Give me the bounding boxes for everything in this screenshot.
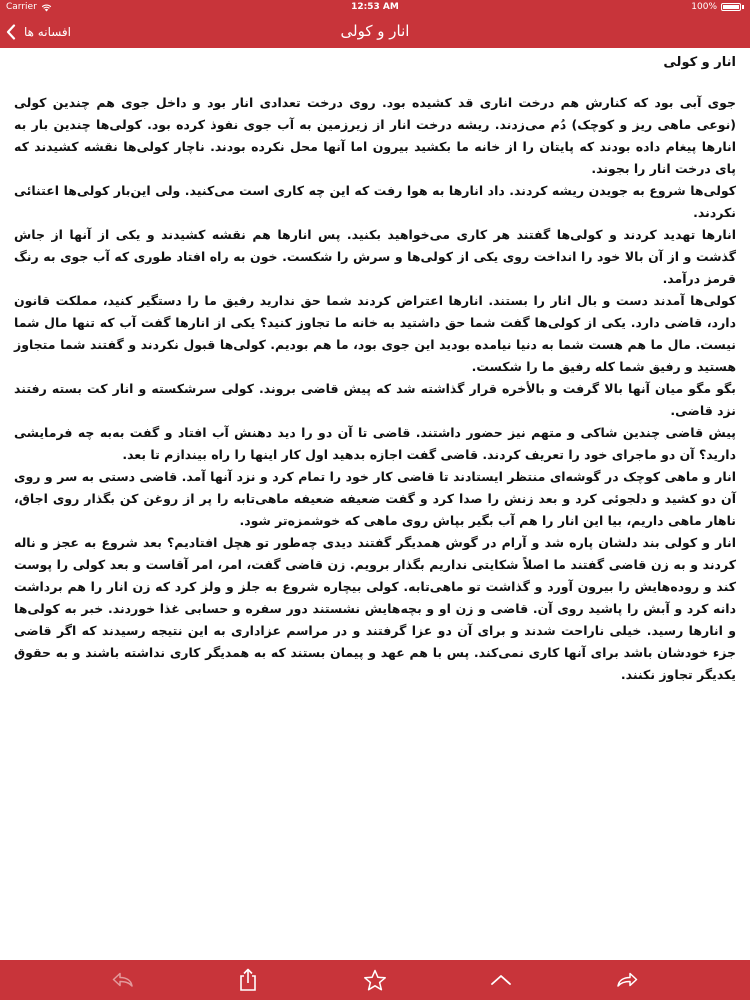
- forward-arrow-icon[interactable]: [614, 968, 640, 992]
- battery-percent: 100%: [691, 2, 717, 12]
- story-paragraph: انارها تهدید کردند و کولی‌ها گفتند هر کاری می‌خواهید بکنید. پس انارها هم نقشه کشیدند و یکی از آنها از جاش گذشت و از آن بالا خود را انداخت روی یکی از کولی‌ها و سرش را شکست. خون به راه افتاد طوری که آب جوی به رنگ قرمز درآمد.: [14, 227, 736, 286]
- status-bar: [0, 0, 750, 16]
- bottom-toolbar: [0, 960, 750, 1000]
- back-button-label: افسانه ها: [24, 25, 72, 39]
- story-paragraph: پیش قاضی چندین شاکی و متهم نیز حضور داشتند. قاضی تا آن دو را دید دهنش آب افتاد و گفت به‌به چه فرمایشی دارید؟ آن دو ماجرای خود را تعریف کردند. قاضی گفت اجازه بدهید اول کار اینها را راه بیندازم تا بعد.: [14, 425, 736, 462]
- story-paragraph: جوی آبی بود که کنارش هم درخت اناری قد کشیده بود. روی درخت تعدادی انار بود و داخل جوی هم چندین کولی (نوعی ماهی ریز و کوچک) دُم می‌زدند. ریشه درخت انار از زیرزمین به آب جوی نفوذ کرده بود. کولی‌ها چندین بار به انارها پیغام داده بودند که پایتان را از خانه ما بکشید بیرون اما آنها محل نکرده بودند. ناچار کولی‌ها نقشه کشیدند که پای درخت انار را بجوند.: [14, 95, 736, 176]
- story-paragraph: انار و ماهی کوچک در گوشه‌ای منتظر ایستادند تا قاضی کار خود را تمام کرد و نزد آنها آمد. قاضی دستی به سر و روی آن دو کشید و دلجوئی کرد و بعد زنش را صدا کرد و گفت ضعیفه ضعیفه ماهی‌تابه را پر از روغن کن بگذار روی اجاق، ناهار ماهی داریم، بیا این انار را هم آب بگیر بپاش روی ماهی که خوشمزه‌تر شود.: [14, 469, 736, 528]
- story-title: انار و کولی: [663, 55, 736, 70]
- story-content: [14, 54, 736, 956]
- story-paragraph: انار و کولی بند دلشان پاره شد و آرام در گوش همدیگر گفتند دیدی چه‌طور تو هچل افتادیم؟ بعد شروع به عجز و ناله کردند و به زن قاضی گفتند ما اصلاً شکایتی نداریم بگذار برویم. زن قاضی گفت، امر، امر آقاست و بعد کولی را پوست کند و روده‌هایش را بیرون آورد و گذاشت تو ماهی‌تابه. کولی بیچاره شروع به جلز و ولز کرد که زن انار را هم برداشت دانه کرد و آبش را پاشید روی آن. قاضی و زن او و بچه‌هایش نشستند دور سفره و حسابی غذا خوردند. خبر به کولی‌ها و انارها رسید. خیلی ناراحت شدند و برای آن دو عزا گرفتند و در مراسم عزاداری به این نتیجه رسیدند که اگر قاضی جزء خودشان باشد برای آنها کاری نمی‌کند. پس با هم عهد و پیمان بستند که به همدیگر کاری نداشته باشند و به حقوق یکدیگر تجاوز نکنند.: [14, 535, 736, 682]
- story-paragraph: کولی‌ها آمدند دست و بال انار را بستند. انارها اعتراض کردند شما حق ندارید رفیق ما را دستگیر کنید، مملکت قانون دارد، قاضی دارد. یکی از کولی‌ها گفت شما حق داشتید به خانه ما تجاوز کنید؟ یکی از انارها گفت آب که تنها مال شما نیست. مال ما هم هست شما به دنیا نیامده بودید این جوی بود، ما هم بودیم. کولی‌ها قبول نکردند و گفتند شما متجاوز هستید و رفیق شما کله رفیق ما را شکست.: [14, 293, 736, 374]
- share-icon[interactable]: [235, 968, 261, 992]
- battery-icon: [721, 3, 741, 11]
- star-icon[interactable]: [362, 968, 388, 992]
- status-right: [691, 2, 744, 12]
- page-title: انار و کولی: [340, 22, 410, 40]
- story-paragraph: بگو مگو میان آنها بالا گرفت و بالأخره قرار گذاشته شد که پیش قاضی بروند. کولی سرشکسته و انار کت بسته رفتند نزد قاضی.: [14, 381, 736, 418]
- header: [0, 0, 750, 48]
- battery-tip: [742, 5, 744, 9]
- story-body: [14, 92, 736, 686]
- story-paragraph: کولی‌ها شروع به جویدن ریشه کردند. داد انارها به هوا رفت که این چه کاری است می‌کنید. ولی این‌بار کولی‌ها اعتنائی نکردند.: [14, 183, 736, 220]
- carrier-label: Carrier: [6, 2, 37, 12]
- navigation-bar: [0, 16, 750, 48]
- status-time: 12:53 AM: [351, 2, 399, 12]
- chevron-up-icon[interactable]: [488, 968, 514, 992]
- undo-arrow-icon[interactable]: [110, 968, 136, 992]
